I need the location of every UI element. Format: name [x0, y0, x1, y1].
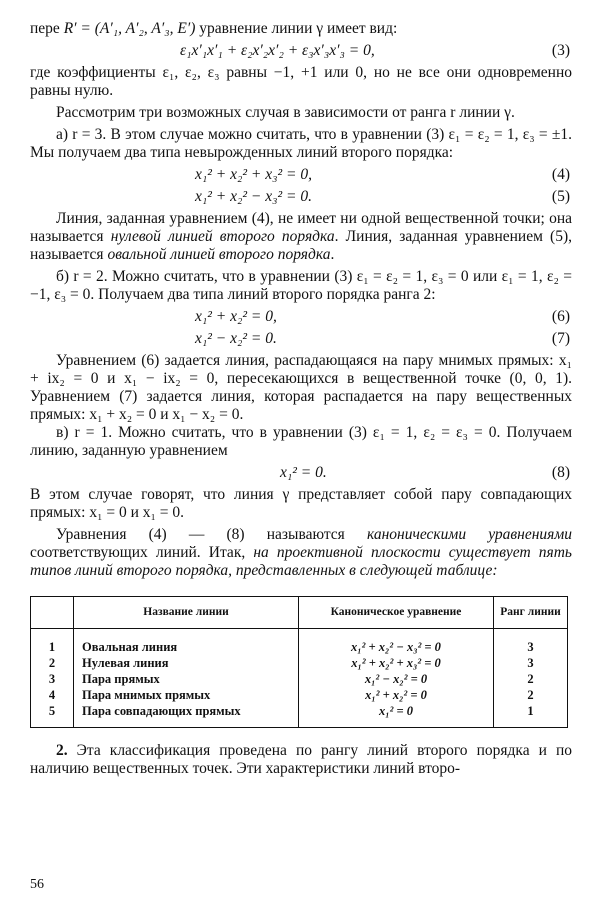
header-line-name: Название линии: [74, 597, 299, 629]
paragraph-case-c: в) r = 1. Можно считать, что в уравнении (3) ε₁ = 1, ε₂ = ε₃ = 0. Получаем линию, заданную уравнением: [30, 424, 572, 459]
intro-text-end: уравнение линии γ имеет вид:: [195, 20, 398, 37]
row-number: 1: [48, 639, 56, 654]
row-number: 2: [48, 655, 56, 670]
paragraph-coincident: В этом случае говорят, что линия γ представляет собой пару совпадающих прямых: x₁ = 0 и x₁ = 0.: [30, 486, 572, 521]
equation-7-formula: x₁² − x₂² = 0.: [195, 330, 277, 347]
text-run: Уравнения (4) — (8) называются: [56, 526, 367, 543]
paragraph-zero-oval: [30, 210, 572, 264]
table-row: [31, 703, 568, 728]
paragraph-case-a: а) r = 3. В этом случае можно считать, что в уравнении (3) ε₁ = ε₂ = 1, ε₃ = ±1. Мы получаем два типа невырожденных линий второго порядка:: [30, 126, 572, 161]
row-name: Овальная линия: [74, 629, 299, 656]
term-canonical-equations: каноническими уравнениями: [366, 526, 572, 543]
paragraph-section-2: [30, 742, 572, 778]
paragraph-cases: Рассмотрим три возможных случая в зависимости от ранга r линии γ.: [56, 104, 515, 121]
header-number: [31, 597, 74, 629]
row-rank: 1: [494, 703, 568, 728]
equation-6-number: (6): [551, 308, 570, 325]
row-number: 5: [48, 703, 56, 718]
equation-5-formula: x₁² + x₂² − x₃² = 0.: [195, 188, 312, 205]
equation-7-number: (7): [551, 330, 570, 347]
line-intro: [30, 20, 572, 38]
paragraph-coefficients: где коэффициенты ε₁, ε₂, ε₃ равны −1, +1 или 0, но не все они одновременно равны нулю.: [30, 64, 572, 99]
equation-5: [30, 188, 572, 206]
header-canonical-equation: Каноническое уравнение: [299, 597, 494, 629]
theorem-five-types: на проективной плоскости существует пять типов линий второго порядка, представленных в следующей таблице:: [30, 544, 572, 579]
row-rank: 2: [494, 687, 568, 703]
row-number: 3: [48, 671, 56, 686]
equation-8: [30, 464, 572, 482]
equation-3-formula: ε₁x′₁x′₁ + ε₂x′₂x′₂ + ε₃x′₃x′₃ = 0,: [180, 42, 375, 59]
section-number: 2.: [56, 742, 68, 759]
table-row: [31, 655, 568, 671]
text-run: Эта классификация проведена по рангу линий второго порядка и по наличию вещественных точек. Эти характеристики линий второ-: [30, 742, 572, 777]
table-row: [31, 687, 568, 703]
page-body: [30, 20, 572, 778]
equation-4-number: (4): [551, 166, 570, 183]
row-equation: x₁² + x₂² = 0: [299, 687, 494, 703]
frame-formula: R′ = (A′₁, A′₂, A′₃, E′): [63, 20, 196, 37]
equation-3-number: (3): [551, 42, 570, 59]
text-run: . Линия, заданная уравнением (5), называется: [30, 228, 572, 263]
text-run: .: [330, 246, 335, 263]
row-equation: x₁² − x₂² = 0: [299, 671, 494, 687]
paragraph-canonical: [30, 526, 572, 580]
page-number: 56: [30, 877, 44, 892]
equation-4: [30, 166, 572, 184]
intro-text: пере: [30, 20, 64, 37]
equation-6: [30, 308, 572, 326]
equation-3: [30, 42, 572, 60]
term-zero-line: нулевой линией второго порядка: [110, 228, 335, 245]
table-header-row: [31, 597, 568, 629]
row-rank: 2: [494, 671, 568, 687]
header-rank: Ранг линии: [494, 597, 568, 629]
row-name: Пара совпадающих прямых: [74, 703, 299, 728]
equation-5-number: (5): [551, 188, 570, 205]
row-equation: x₁² + x₂² − x₃² = 0: [299, 629, 494, 656]
row-equation: x₁² + x₂² + x₃² = 0: [299, 655, 494, 671]
equation-8-formula: x₁² = 0.: [280, 464, 327, 481]
row-number: 4: [48, 687, 56, 702]
row-equation: x₁² = 0: [299, 703, 494, 728]
equation-8-number: (8): [551, 464, 570, 481]
row-rank: 3: [494, 629, 568, 656]
paragraph-line-pairs: Уравнением (6) задается линия, распадающаяся на пару мнимых прямых: x₁ + ix₂ = 0 и x₁ − ix₂ = 0, пересекающихся в вещественной точке (0, 0, 1). Уравнением (7) задается линия, которая распадается на пару вещественных прямых: x₁ + x₂ = 0 и x₁ − x₂ = 0.: [30, 352, 572, 423]
row-name: Пара прямых: [74, 671, 299, 687]
equation-6-formula: x₁² + x₂² = 0,: [195, 308, 277, 325]
table-row: [31, 671, 568, 687]
term-oval-line: овальной линией второго порядка: [107, 246, 331, 263]
row-name: Пара мнимых прямых: [74, 687, 299, 703]
equation-4-formula: x₁² + x₂² + x₃² = 0,: [195, 166, 312, 183]
paragraph-case-b: б) r = 2. Можно считать, что в уравнении (3) ε₁ = ε₂ = 1, ε₃ = 0 или ε₁ = 1, ε₂ = −1, ε₃ = 0. Получаем два типа линий второго порядка ранга 2:: [30, 268, 572, 303]
text-run: соответствующих линий. Итак,: [30, 544, 254, 561]
classification-table: [30, 596, 568, 728]
equation-7: [30, 330, 572, 348]
text-run: Линия, заданная уравнением (4), не имеет ни одной вещественной точки; она называется: [30, 210, 572, 245]
row-name: Нулевая линия: [74, 655, 299, 671]
row-rank: 3: [494, 655, 568, 671]
table-row: [31, 629, 568, 656]
